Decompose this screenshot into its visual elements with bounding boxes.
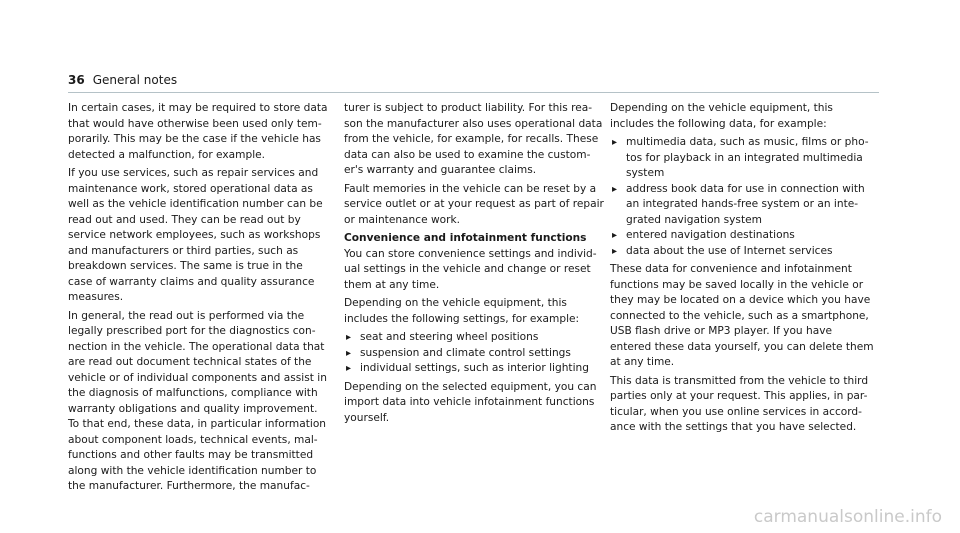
bullet-list bbox=[344, 330, 606, 377]
paragraph: Fault memories in the vehicle can be reset by a service outlet or at your request as part of repair or maintenance work. bbox=[344, 182, 604, 226]
list-item: ▸ individual settings, such as interior lighting bbox=[344, 361, 606, 377]
paragraph: turer is subject to product liability. For this rea- son the manufacturer also uses operational data from the vehicle, for example, for recalls. These data can also be used to examine the custom- er's warranty and guarantee claims. bbox=[344, 102, 603, 176]
paragraph: In general, the read out is performed via the legally prescribed port for the diagnostics con- nection in the vehicle. The operational data that are read out document technical states of the vehicle or of individual components and assist in the diagnosis of malfunctions, compliance with warranty obligations and quality improvement. To that end, these data, in particular information about component loads, technical events, mal- functions and other faults may be transmitted along with the vehicle identification number to the manufacturer. Furthermore, the manufac- bbox=[68, 309, 327, 492]
list-item: ▸ address book data for use in connection with an integrated hands-free system or an inte- grated navigation system bbox=[610, 182, 880, 229]
paragraph: You can store convenience settings and individ- ual settings in the vehicle and change or reset them at any time. bbox=[344, 247, 597, 291]
list-item: ▸ multimedia data, such as music, films or pho- tos for playback in an integrated multimedia system bbox=[610, 135, 880, 182]
section-heading: Convenience and infotainment functions bbox=[344, 232, 587, 244]
paragraph: This data is transmitted from the vehicle to third parties only at your request. This applies, in par- ticular, when you use online services in accord- ance with the settings that you have selected. bbox=[610, 374, 869, 433]
paragraph: Depending on the vehicle equipment, this includes the following data, for example: bbox=[610, 102, 833, 130]
paragraph: Depending on the vehicle equipment, this includes the following settings, for example: bbox=[344, 297, 580, 325]
paragraph: If you use services, such as repair services and maintenance work, stored operational data as well as the vehicle identification number can be read out and used. They can be read out by service network employees, such as workshops and manufacturers or third parties, such as breakdown services. The same is true in the case of warranty claims and quality assurance measures. bbox=[68, 167, 323, 303]
list-item: ▸ seat and steering wheel positions bbox=[344, 330, 606, 346]
paragraph: In certain cases, it may be required to store data that would have otherwise been used only tem- porarily. This may be the case if the vehicle has detected a malfunction, for example. bbox=[68, 102, 328, 161]
paragraph: Depending on the selected equipment, you can import data into vehicle infotainment functions yourself. bbox=[344, 380, 597, 424]
page-number: 36 bbox=[68, 73, 85, 87]
header-rule bbox=[68, 92, 879, 93]
column-middle bbox=[344, 101, 606, 429]
section-title: General notes bbox=[92, 73, 178, 87]
column-left bbox=[68, 101, 330, 498]
bullet-list bbox=[610, 135, 880, 259]
watermark: carmanualsonline.info bbox=[753, 507, 942, 527]
list-item: ▸ suspension and climate control settings bbox=[344, 346, 606, 362]
column-right bbox=[610, 101, 880, 439]
list-item: ▸ entered navigation destinations bbox=[610, 228, 880, 244]
paragraph: These data for convenience and infotainment functions may be saved locally in the vehicle or they may be located on a device which you have connected to the vehicle, such as a smartphone, USB flash drive or MP3 player. If you have entered these data yourself, you can delete them at any time. bbox=[610, 263, 874, 368]
page-header bbox=[68, 73, 177, 87]
list-item: ▸ data about the use of Internet services bbox=[610, 244, 880, 260]
